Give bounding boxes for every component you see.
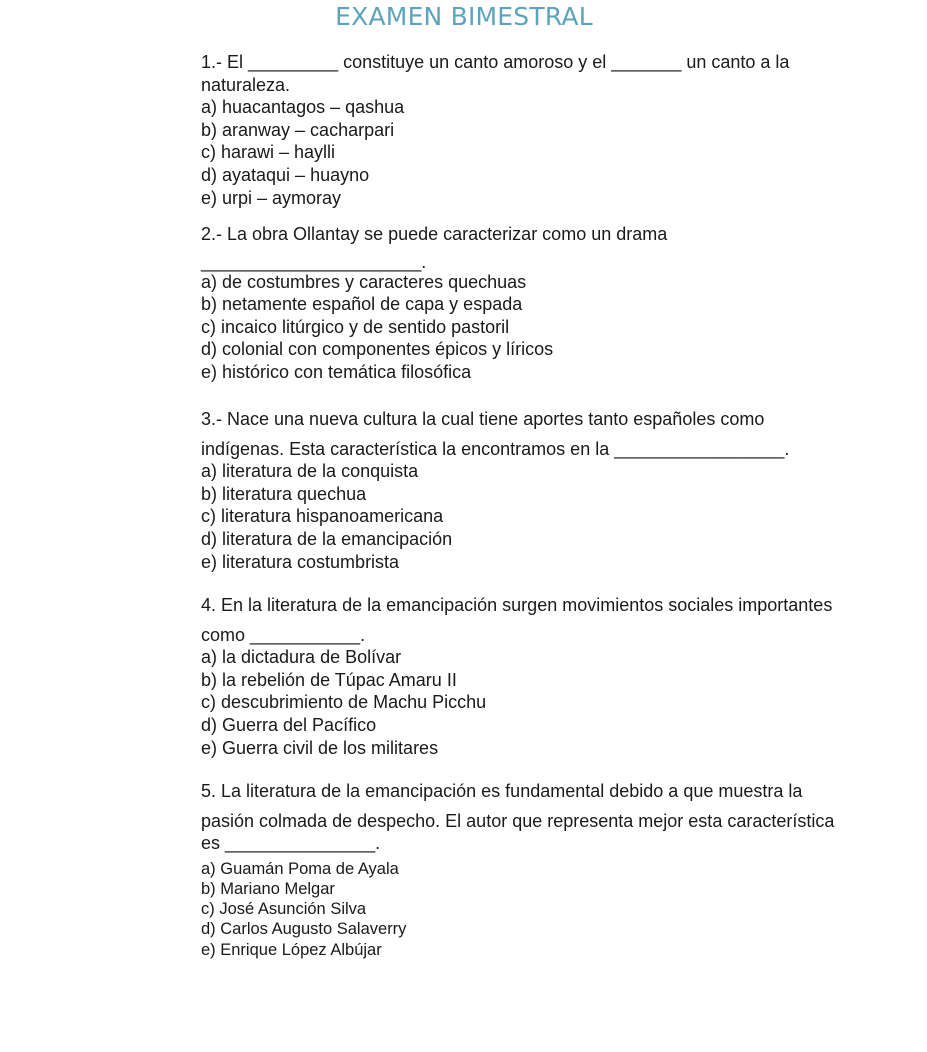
question-5-stem-line: es _______________. — [201, 833, 381, 854]
page-title: EXAMEN BIMESTRAL — [335, 2, 593, 31]
question-1-options — [201, 96, 789, 209]
option-c[interactable]: c) descubrimiento de Machu Picchu — [201, 692, 487, 713]
option-b[interactable]: b) netamente español de capa y espada — [201, 294, 523, 315]
option-c[interactable]: c) incaico litúrgico y de sentido pastoril — [201, 316, 510, 337]
question-2-stem-line: ______________________. — [201, 251, 427, 272]
option-d[interactable]: d) Guerra del Pacífico — [201, 714, 377, 735]
option-a[interactable]: a) de costumbres y caracteres quechuas — [201, 271, 527, 292]
question-5 — [201, 780, 834, 960]
question-4-stem — [201, 594, 832, 646]
question-1-stem-line: naturaleza. — [201, 74, 291, 95]
option-b[interactable]: b) aranway – cacharpari — [201, 119, 395, 140]
option-b[interactable]: b) literatura quechua — [201, 483, 367, 504]
option-e[interactable]: e) Enrique López Albújar — [201, 940, 382, 959]
option-e[interactable]: e) urpi – aymoray — [201, 187, 342, 208]
option-c[interactable]: c) literatura hispanoamericana — [201, 506, 444, 527]
question-2-stem-line: 2.- La obra Ollantay se puede caracterizar como un drama — [201, 224, 668, 244]
question-2 — [201, 223, 667, 384]
option-e[interactable]: e) literatura costumbrista — [201, 551, 400, 572]
option-a[interactable]: a) literatura de la conquista — [201, 461, 419, 482]
question-5-stem-line: pasión colmada de despecho. El autor que representa mejor esta característica — [201, 810, 835, 831]
question-4-options — [201, 646, 832, 759]
option-d[interactable]: d) colonial con componentes épicos y líricos — [201, 339, 554, 360]
option-b[interactable]: b) Mariano Melgar — [201, 879, 335, 898]
option-d[interactable]: d) Carlos Augusto Salaverry — [201, 920, 407, 939]
option-e[interactable]: e) Guerra civil de los militares — [201, 737, 439, 758]
question-3-stem-line: indígenas. Esta característica la encontramos en la _________________. — [201, 438, 790, 459]
question-4 — [201, 594, 832, 759]
question-1-stem — [201, 51, 789, 96]
question-2-stem — [201, 223, 667, 271]
option-c[interactable]: c) José Asunción Silva — [201, 900, 367, 919]
question-3-stem-line: 3.- Nace una nueva cultura la cual tiene aportes tanto españoles como — [201, 409, 765, 429]
question-4-stem-line: 4. En la literatura de la emancipación surgen movimientos sociales importantes — [201, 595, 833, 615]
question-2-options — [201, 271, 667, 384]
option-a[interactable]: a) huacantagos – qashua — [201, 97, 405, 118]
question-3 — [201, 408, 789, 573]
option-e[interactable]: e) histórico con temática filosófica — [201, 361, 472, 382]
question-4-stem-line: como ___________. — [201, 624, 366, 645]
option-d[interactable]: d) ayataqui – huayno — [201, 164, 370, 185]
option-a[interactable]: a) Guamán Poma de Ayala — [201, 859, 399, 878]
option-d[interactable]: d) literatura de la emancipación — [201, 528, 453, 549]
question-5-stem — [201, 780, 834, 855]
option-a[interactable]: a) la dictadura de Bolívar — [201, 647, 402, 668]
question-1-stem-line: 1.- El _________ constituye un canto amoroso y el _______ un canto a la — [201, 52, 790, 72]
question-5-stem-line: 5. La literatura de la emancipación es fundamental debido a que muestra la — [201, 781, 803, 801]
option-c[interactable]: c) harawi – haylli — [201, 142, 336, 163]
question-3-options — [201, 460, 789, 573]
question-3-stem — [201, 408, 789, 460]
question-5-options — [201, 859, 834, 960]
option-b[interactable]: b) la rebelión de Túpac Amaru II — [201, 669, 457, 690]
question-1 — [201, 51, 789, 209]
